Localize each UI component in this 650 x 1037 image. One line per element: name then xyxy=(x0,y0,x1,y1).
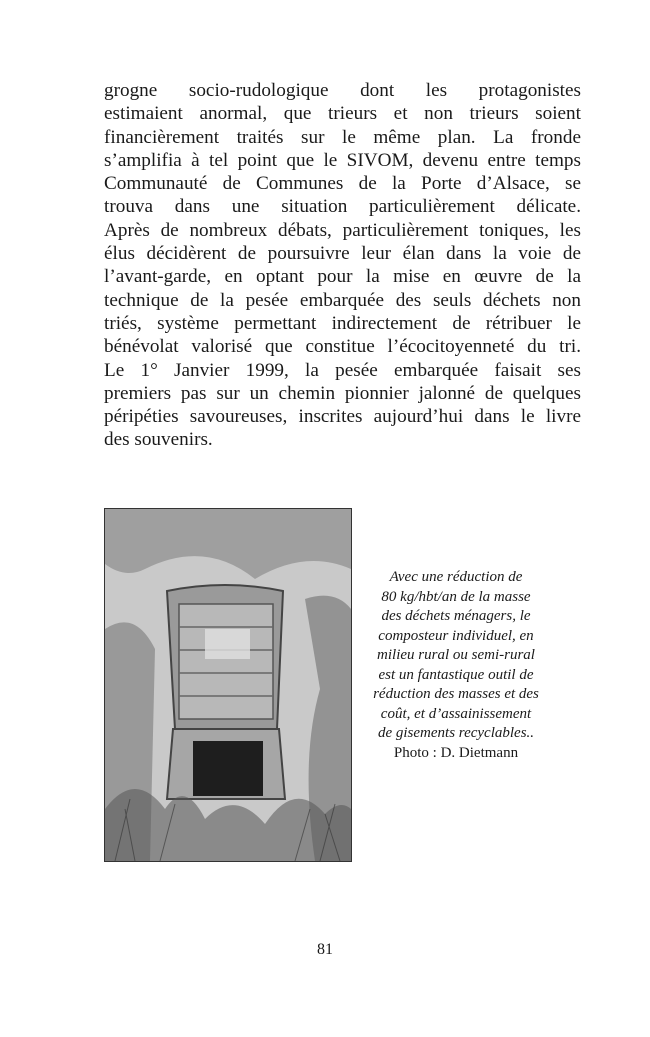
paragraph-line: financièrement traités sur le même plan. La fronde xyxy=(104,126,581,148)
photo-caption xyxy=(356,568,556,763)
composter-photo xyxy=(104,508,352,862)
paragraph-line: des souvenirs. xyxy=(104,429,213,451)
caption-line: composteur individuel, en xyxy=(378,627,534,644)
body-paragraph xyxy=(104,79,581,452)
paragraph-line: s’amplifia à tel point que le SIVOM, devenu entre temps xyxy=(104,149,581,171)
caption-line: des déchets ménagers, le xyxy=(381,608,531,624)
paragraph-line: triés, système permettant indirectement de rétribuer le xyxy=(104,312,581,334)
paragraph-line: premiers pas sur un chemin pionnier jalonné de quelques xyxy=(104,382,581,404)
page-number: 81 xyxy=(317,941,333,958)
paragraph-line: technique de la pesée embarquée des seuls déchets non xyxy=(104,289,581,311)
caption-line: est un fantastique outil de xyxy=(378,666,534,683)
paragraph-line: Le 1° Janvier 1999, la pesée embarquée faisait ses xyxy=(104,359,581,381)
paragraph-line: l’avant-garde, en optant pour la mise en œuvre de la xyxy=(104,266,581,288)
caption-line: coût, et d’assainissement xyxy=(380,705,532,722)
paragraph-line: grogne socio-rudologique dont les protagonistes xyxy=(104,80,581,101)
paragraph-line: péripéties savoureuses, inscrites aujourd’hui dans le livre xyxy=(104,406,581,428)
paragraph-line: élus décidèrent de poursuivre leur élan dans la voie de xyxy=(104,243,581,265)
caption-line: Avec une réduction de xyxy=(389,569,523,585)
caption-line: réduction des masses et des xyxy=(373,686,539,702)
photo-credit: Photo : D. Dietmann xyxy=(393,744,519,761)
caption-line: 80 kg/hbt/an de la masse xyxy=(381,588,531,605)
caption-line: de gisements recyclables.. xyxy=(377,725,535,741)
composter-illustration xyxy=(105,509,351,861)
paragraph-line: Après de nombreux débats, particulièrement toniques, les xyxy=(104,219,581,241)
paragraph-line: Communauté de Communes de la Porte d’Alsace, se xyxy=(104,173,581,195)
paragraph-line: bénévolat valorisé que constitue l’écocitoyenneté du tri. xyxy=(104,336,581,358)
paragraph-line: trouva dans une situation particulièrement délicate. xyxy=(104,196,581,218)
paragraph-line: estimaient anormal, que trieurs et non trieurs soient xyxy=(104,103,581,125)
caption-line: milieu rural ou semi-rural xyxy=(377,647,535,663)
